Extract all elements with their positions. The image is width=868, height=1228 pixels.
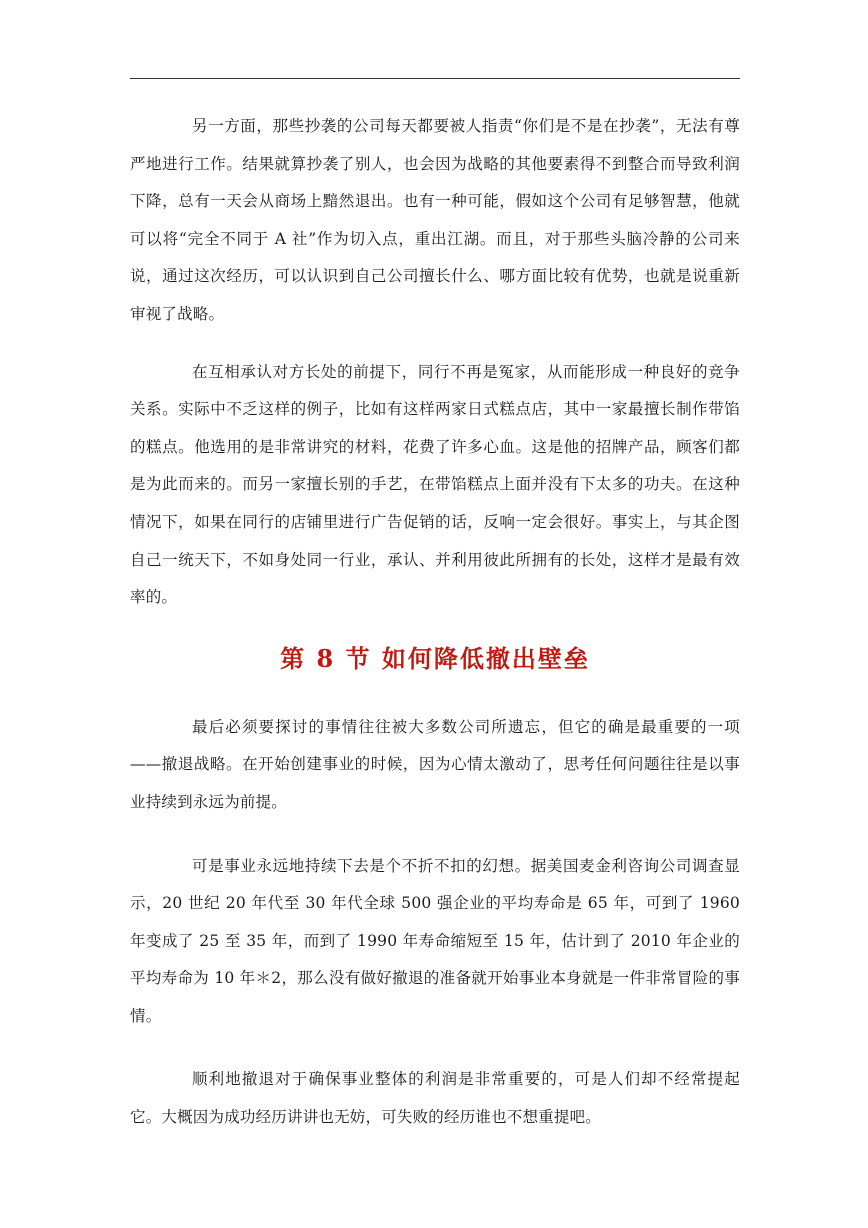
header-rule xyxy=(130,78,740,79)
paragraph-smooth-withdrawal: 顺利地撤退对于确保事业整体的利润是非常重要的，可是人们却不经常提起它。大概因为成功经历讲讲也无妨，可失败的经历谁也不想重提吧。 xyxy=(130,1070,740,1127)
paragraph-plagiarism: 另一方面，那些抄袭的公司每天都要被人指责“你们是不是在抄袭”，无法有尊严地进行工作。结果就算抄袭了别人，也会因为战略的其他要素得不到整合而导致利润下降，总有一天会从商场上黯然退出。也有一种可能，假如这个公司有足够智慧，他就可以将“完全不同于 A 社”作为切入点，重出江湖。而且，对于那些头脑冷静的公司来说，通过这次经历，可以认识到自己公司擅长什么、哪方面比较有优势，也就是说重新审视了战略。 xyxy=(130,117,740,323)
section-title: 第 8 节 如何降低撤出壁垒 xyxy=(280,643,590,673)
page-content xyxy=(130,108,740,1137)
paragraph-mutual-recognition: 在互相承认对方长处的前提下，同行不再是冤家，从而能形成一种良好的竞争关系。实际中不乏这样的例子，比如有这样两家日式糕点店，其中一家最擅长制作带馅的糕点。他选用的是非常讲究的材料，花费了许多心血。这是他的招牌产品，顾客们都是为此而来的。而另一家擅长别的手艺，在带馅糕点上面并没有下太多的功夫。在这种情况下，如果在同行的店铺里进行广告促销的话，反响一定会很好。事实上，与其企图自己一统天下，不如身处同一行业，承认、并利用彼此所拥有的长处，这样才是最有效率的。 xyxy=(130,362,740,607)
paragraph-company-lifespan: 可是事业永远地持续下去是个不折不扣的幻想。据美国麦金利咨询公司调查显示，20 世纪 20 年代至 30 年代全球 500 强企业的平均寿命是 65 年，可到了 1960 年变成了 25 至 35 年，而到了 1990 年寿命缩短至 15 年，估计到了 2010 年企业的平均寿命为 10 年＊2，那么没有做好撤退的准备就开始事业本身就是一件非常冒险的事情。 xyxy=(130,856,740,1025)
paragraph-exit-strategy: 最后必须要探讨的事情往往被大多数公司所遗忘，但它的确是最重要的一项——撤退战略。在开始创建事业的时候，因为心情太激动了，思考任何问题往往是以事业持续到永远为前提。 xyxy=(130,717,740,811)
